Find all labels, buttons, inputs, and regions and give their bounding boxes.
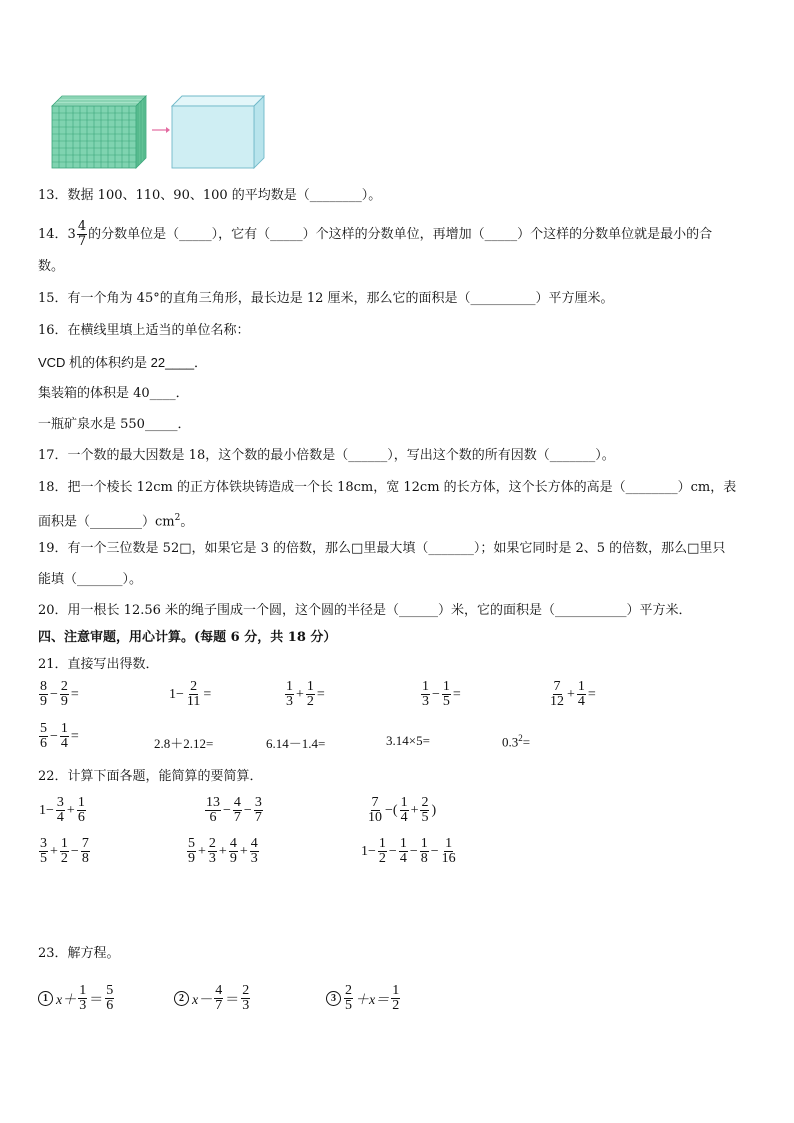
calc-21-4: $\frac{1}{3}$ − $\frac{1}{5}$ = xyxy=(422,679,461,709)
cube-to-box-figure xyxy=(48,92,270,172)
question-16-b: 集装箱的体积是 40____． xyxy=(38,386,189,401)
question-18: 18．把一个棱长 12cm 的正方体铁块铸造成一个长 18cm，宽 12cm 的长方体，这个长方体的高是（________）cm，表 xyxy=(38,480,737,495)
question-16-c: 一瓶矿泉水是 550_____． xyxy=(38,417,191,432)
question-20: 20．用一根长 12.56 米的绳子围成一个圆，这个圆的半径是（______）米，它的面积是（___________）平方米． xyxy=(38,603,692,618)
calc-21-6: $\frac{5}{6}$ − $\frac{1}{4}$ = xyxy=(40,721,79,751)
question-15: 15．有一个角为 45°的直角三角形，最长边是 12 厘米，那么它的面积是（__________）平方厘米。 xyxy=(38,291,614,306)
question-19: 19．有一个三位数是 52□，如果它是 3 的倍数，那么□里最大填（_______）；如果它同时是 2、5 的倍数，那么□里只 xyxy=(38,541,726,556)
question-16-a: VCD 机的体积约是 22____． xyxy=(38,355,208,370)
calc-21-9: 3.14×5= xyxy=(386,733,430,748)
calc-22-6: 1− $\frac{1}{2}$ − $\frac{1}{4}$ − $\frac{1}{8}$ − $\frac{1}{16}$ xyxy=(361,836,456,866)
calc-21-1: $\frac{8}{9}$ − $\frac{2}{9}$ = xyxy=(40,679,79,709)
arrow-icon xyxy=(152,127,170,133)
unit-cube-stack xyxy=(52,96,146,168)
section-4-heading: 四、注意审题，用心计算。(每题 6 分，共 18 分） xyxy=(38,630,337,645)
question-13: 13．数据 100、110、90、100 的平均数是（________）。 xyxy=(38,188,382,203)
question-22-head: 22．计算下面各题，能简算的要简算． xyxy=(38,769,263,784)
calc-22-4: $\frac{3}{5}$ + $\frac{1}{2}$ − $\frac{7}{8}$ xyxy=(40,836,89,866)
question-18-cont: 面积是$(\_\_\_\_\_\_\_\_)cm^2$。 xyxy=(38,513,194,530)
equation-2: 2 x－ $\frac{4}{7}$ ＝ $\frac{2}{3}$ xyxy=(174,984,251,1013)
calc-22-2: $\frac{13}{6}$ − $\frac{4}{7}$ − $\frac{3}{7}$ xyxy=(206,795,262,825)
question-17: 17．一个数的最大因数是 18，这个数的最小倍数是（______），写出这个数的所有因数（_______）。 xyxy=(38,448,615,463)
calc-21-8: 6.14－1.4= xyxy=(266,736,326,751)
calc-22-1: 1− $\frac{3}{4}$ + $\frac{1}{6}$ xyxy=(39,795,85,825)
equation-1: 1 x＋ $\frac{1}{3}$ ＝ $\frac{5}{6}$ xyxy=(38,984,115,1013)
calc-21-10: $0.3^2=$ xyxy=(502,733,531,750)
calc-21-7: 2.8＋2.12= xyxy=(154,736,214,751)
calc-22-5: $\frac{5}{9}$ + $\frac{2}{3}$ + $\frac{4}{9}$ + $\frac{4}{3}$ xyxy=(188,836,258,866)
calc-21-5: $\frac{7}{12}$ + $\frac{1}{4}$ = xyxy=(550,679,596,709)
question-16-head: 16．在横线里填上适当的单位名称： xyxy=(38,323,250,338)
calc-21-2: 1− $\frac{2}{11}$ = xyxy=(169,679,212,709)
calc-21-3: $\frac{1}{3}$ + $\frac{1}{2}$ = xyxy=(286,679,325,709)
question-14: 14．3 $\frac{4}{7}$ 的分数单位是（_____），它有（_____）个这样的分数单位，再增加（_____）个这样的分数单位就是最小的合 xyxy=(38,219,713,249)
equation-3: 3 $\frac{2}{5}$ ＋x＝ $\frac{1}{2}$ xyxy=(326,984,401,1013)
question-14-cont: 数。 xyxy=(38,259,65,274)
question-19-cont: 能填（_______）。 xyxy=(38,572,143,587)
empty-box xyxy=(172,96,264,168)
mixed-fraction: $\frac{4}{7}$ xyxy=(77,219,87,249)
question-21-head: 21．直接写出得数． xyxy=(38,657,159,672)
question-23-head: 23．解方程。 xyxy=(38,946,120,961)
calc-22-3: $\frac{7}{10}$ −( $\frac{1}{4}$ + $\frac{2}{5}$ ) xyxy=(368,795,437,825)
